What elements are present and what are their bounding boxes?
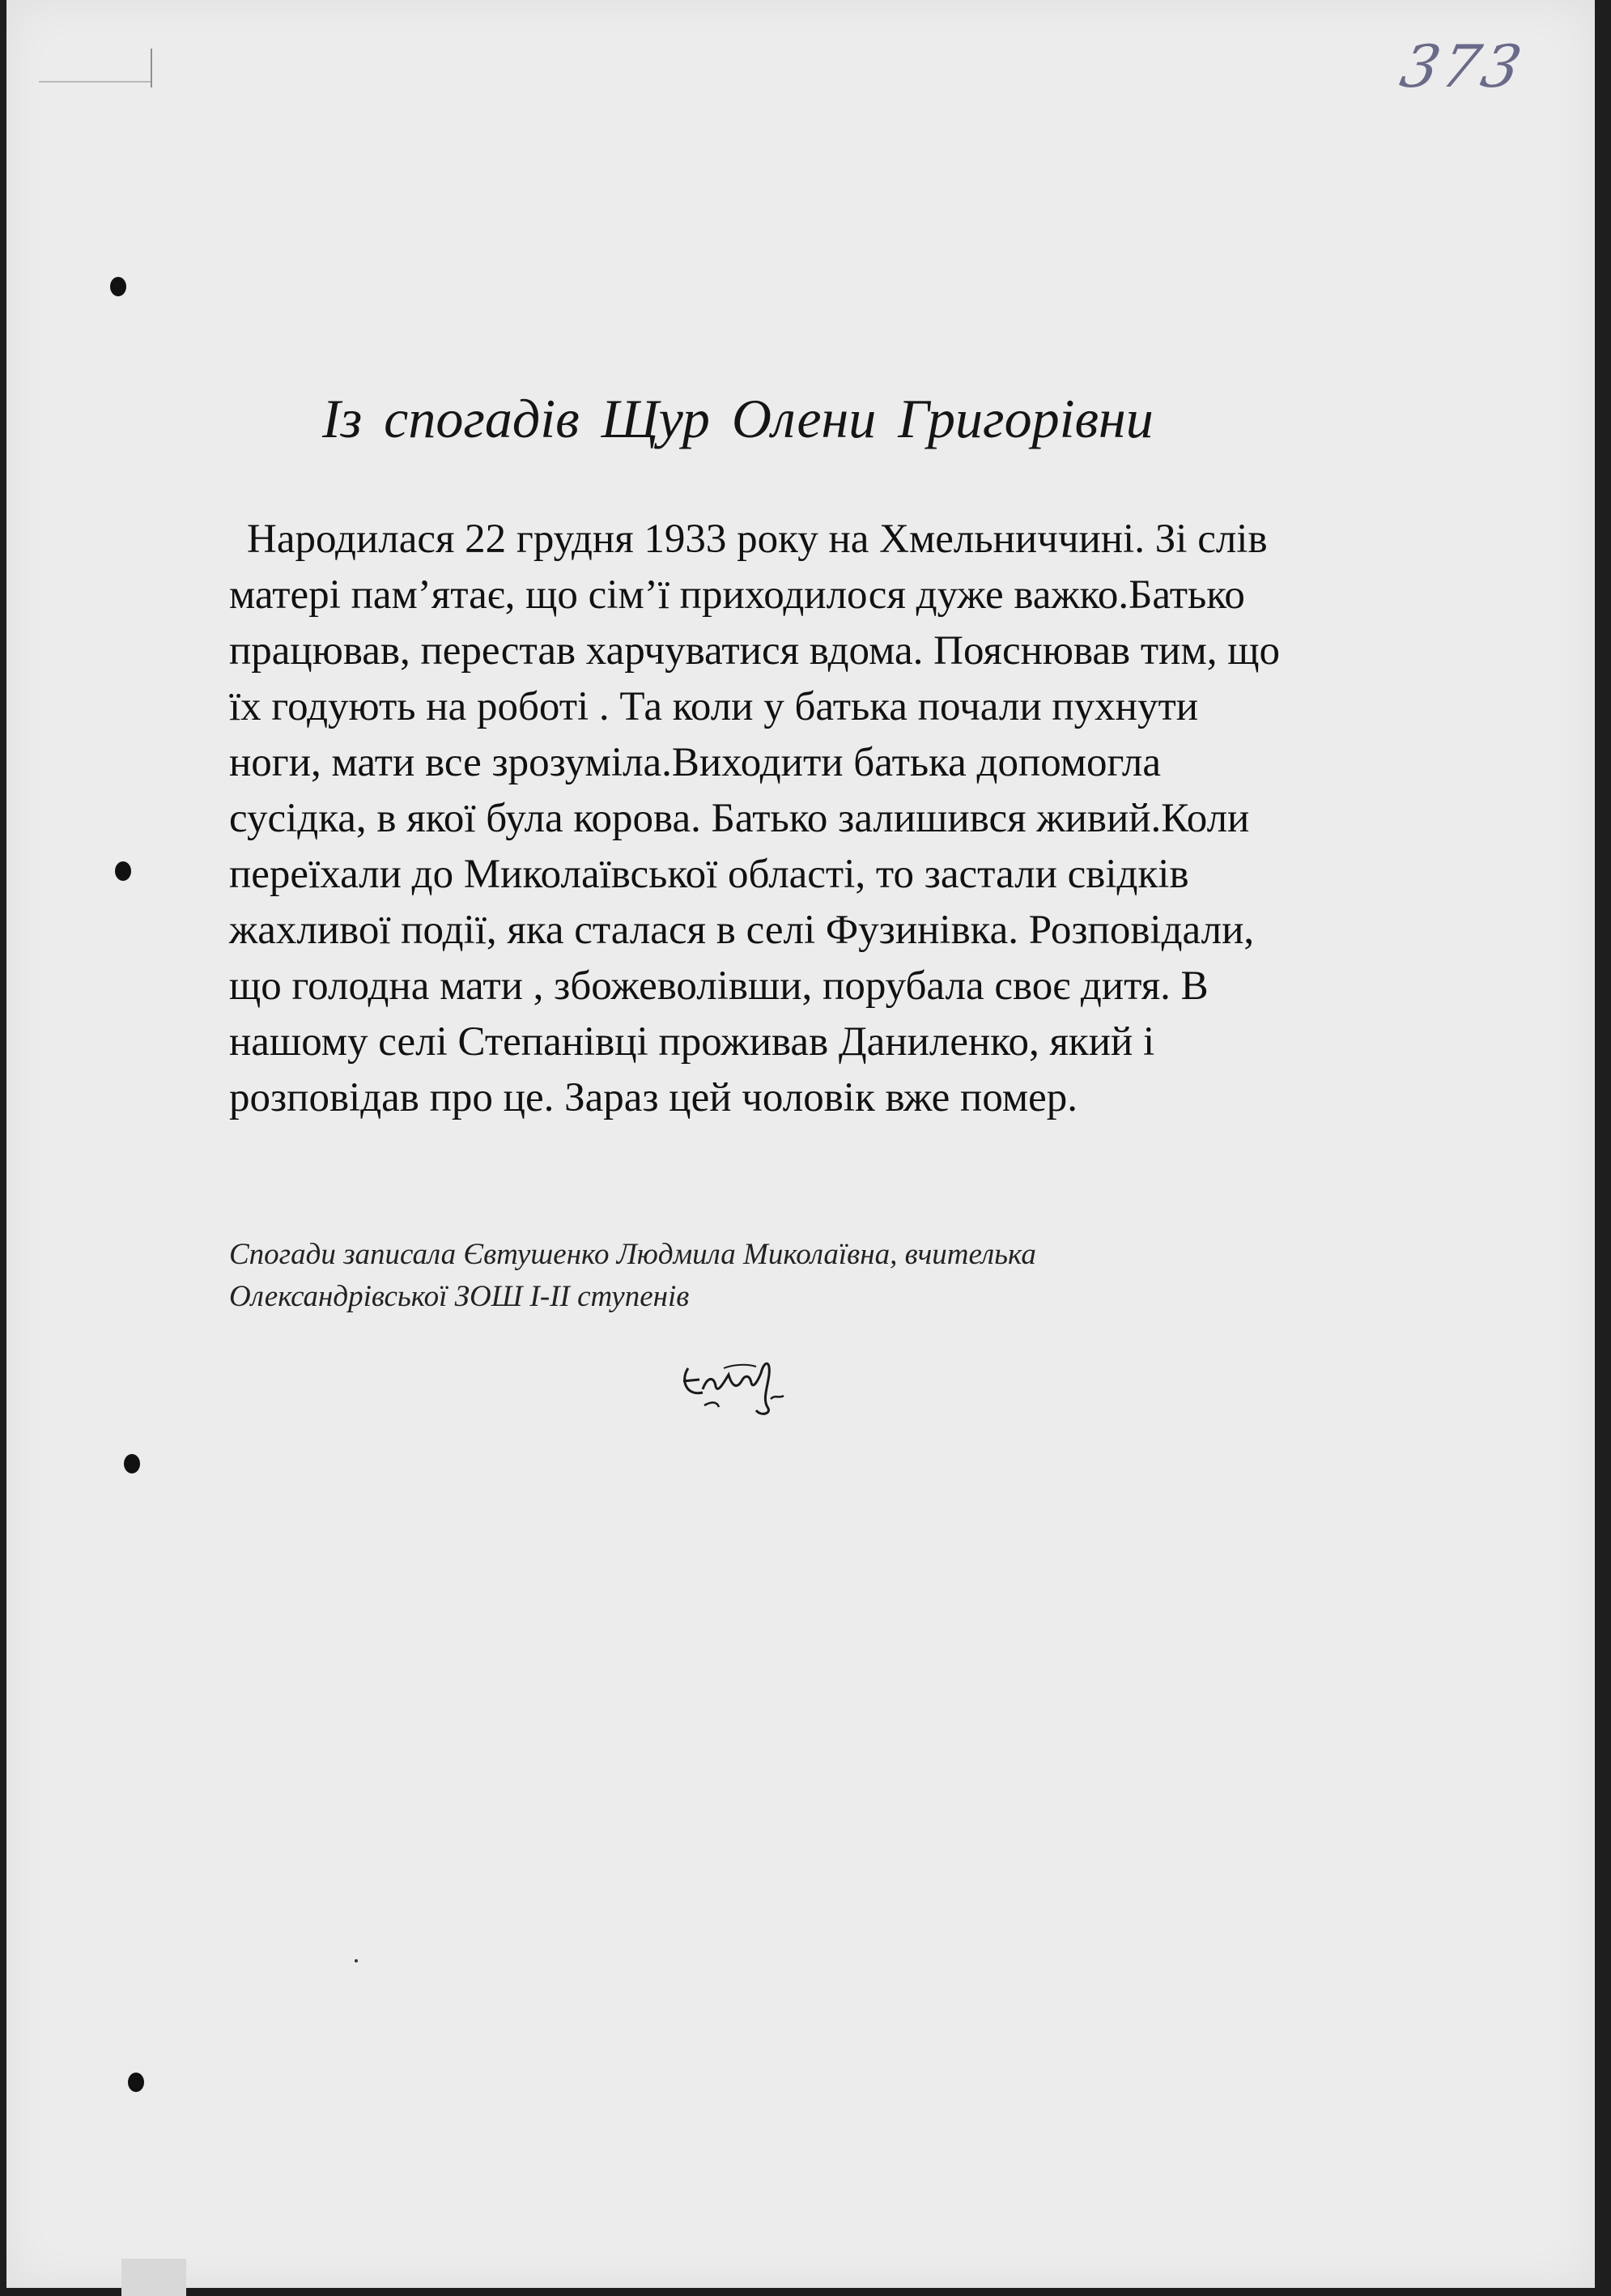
corner-mark-vertical — [151, 49, 152, 87]
body-line: сусідка, в якої була корова. Батько залишився живий.Коли — [229, 796, 1250, 841]
note-line: Олександрівської ЗОШ І-ІІ ступенів — [229, 1280, 690, 1313]
body-line: Народилася 22 грудня 1933 року на Хмельниччині. Зі слів — [247, 517, 1268, 562]
punch-hole — [115, 861, 131, 881]
body-line: матері пам’ятає, що сім’ї приходилося дуже важко.Батько — [229, 572, 1245, 618]
body-line: розповідав про це. Зараз цей чоловік вже помер. — [229, 1075, 1078, 1120]
body-line: жахливої події, яка сталася в селі Фузинівка. Розповідали, — [229, 908, 1255, 953]
memoir-body — [229, 512, 1476, 1126]
body-line: їх годують на роботі . Та коли у батька почали пухнути — [229, 684, 1199, 729]
recorder-note — [229, 1234, 1362, 1318]
body-line: переїхали до Миколаївської області, то застали свідків — [229, 852, 1189, 897]
paper-sheet — [6, 0, 1595, 2288]
handwritten-page-number: 373 — [1395, 32, 1531, 100]
punch-hole — [110, 277, 126, 296]
paper-corner — [121, 2259, 186, 2296]
speck — [355, 1959, 358, 1962]
body-line: працював, перестав харчуватися вдома. Пояснював тим, що — [229, 628, 1280, 674]
handwritten-signature — [672, 1336, 834, 1425]
document-title: Із спогадів Щур Олени Григорівни — [322, 388, 1154, 449]
punch-hole — [128, 2073, 144, 2092]
body-line: нашому селі Степанівці проживав Даниленко, який і — [229, 1019, 1155, 1065]
corner-mark — [39, 81, 152, 83]
body-line: ноги, мати все зрозуміла.Виходити батька допомогла — [229, 740, 1161, 785]
note-line: Спогади записала Євтушенко Людмила Миколаївна, вчителька — [229, 1238, 1036, 1271]
body-line: що голодна мати , збожеволівши, порубала своє дитя. В — [229, 963, 1209, 1009]
punch-hole — [124, 1454, 140, 1473]
